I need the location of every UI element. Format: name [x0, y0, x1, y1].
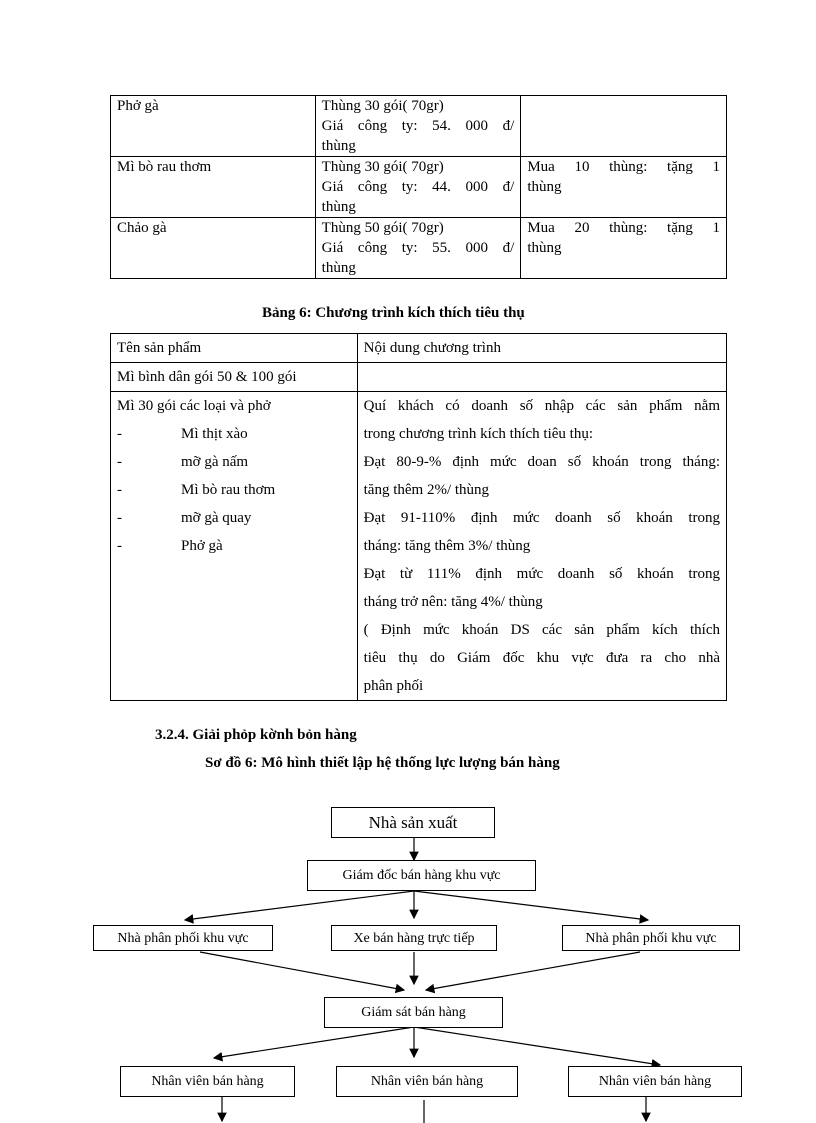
- content-line: tiêu thụ do Giám đốc khu vực đưa ra cho nhà: [363, 650, 720, 666]
- content-line: Đạt 91-110% định mức doanh số khoán trong: [363, 510, 720, 526]
- pack-line: Giá công ty: 55. 000 đ/: [321, 240, 515, 256]
- arrow-left-supervisor: [200, 952, 404, 990]
- row1-product: Mì bình dân gói 50 & 100 gói: [111, 363, 358, 392]
- promo-line: Mua 20 thùng: tặng 1: [527, 220, 720, 236]
- bullet-dash: -: [117, 510, 122, 526]
- product-cell: Mì bò rau thơm: [111, 157, 316, 218]
- arrow-right-supervisor: [426, 952, 640, 990]
- content-line: trong chương trình kích thích tiêu thụ:: [363, 426, 593, 442]
- content-line: Đạt từ 111% định mức doanh số khoán trong: [363, 566, 720, 582]
- box-distributor-left: Nhà phân phối khu vực: [93, 925, 273, 951]
- pack-line: Thùng 30 gói( 70gr): [321, 159, 444, 175]
- product-cell: Chảo gà: [111, 218, 316, 279]
- content-line: Quí khách có doanh số nhập các sản phẩm nằm: [363, 398, 720, 414]
- pack-line: Thùng 30 gói( 70gr): [321, 98, 444, 114]
- bullet-dash: -: [117, 482, 122, 498]
- pack-line: Giá công ty: 54. 000 đ/: [321, 118, 515, 134]
- content-line: tháng: tăng thêm 3%/ thùng: [363, 538, 531, 554]
- box-supervisor: Giám sát bán hàng: [324, 997, 503, 1028]
- box-producer: Nhà sản xuất: [331, 807, 495, 838]
- arrow-supervisor-right: [414, 1027, 660, 1065]
- content-line: ( Định mức khoán DS các sản phẩm kích thích: [363, 622, 720, 638]
- bullet-dash: -: [117, 426, 122, 442]
- list-item-label: Phở gà: [181, 538, 223, 554]
- arrow-director-left: [185, 891, 414, 920]
- product-cell: Phở gà: [111, 96, 316, 157]
- row2-title: Mì 30 gói các loại và phở: [117, 398, 271, 414]
- promo-line: Mua 10 thùng: tặng 1: [527, 159, 720, 175]
- list-item-label: mỡ gà nấm: [181, 454, 249, 470]
- box-staff-left: Nhân viên bán hàng: [120, 1066, 295, 1097]
- promo-line: thùng: [527, 240, 562, 256]
- table6-caption: Bảng 6: Chương trình kích thích tiêu thụ: [262, 305, 525, 321]
- pack-line: Thùng 50 gói( 70gr): [321, 220, 444, 236]
- box-staff-mid: Nhân viên bán hàng: [336, 1066, 518, 1097]
- box-distributor-right: Nhà phân phối khu vực: [562, 925, 740, 951]
- pack-line: Giá công ty: 44. 000 đ/: [321, 179, 515, 195]
- content-line: Đạt 80-9-% định mức doan số khoán trong tháng:: [363, 454, 720, 470]
- pack-line: thùng: [321, 138, 356, 154]
- promo-line: thùng: [527, 179, 562, 195]
- pack-line: thùng: [321, 260, 356, 276]
- bullet-dash: -: [117, 538, 122, 554]
- list-item-label: Mì thịt xào: [181, 426, 248, 442]
- header-product: Tên sản phẩm: [111, 334, 358, 363]
- content-line: tăng thêm 2%/ thùng: [363, 482, 490, 498]
- header-content: Nội dung chương trình: [357, 334, 726, 363]
- list-item-label: mỡ gà quay: [181, 510, 252, 526]
- content-line: tháng trở nên: tăng 4%/ thùng: [363, 594, 543, 610]
- pack-line: thùng: [321, 199, 356, 215]
- box-regional-director: Giám đốc bán hàng khu vực: [307, 860, 536, 891]
- bullet-dash: -: [117, 454, 122, 470]
- box-staff-right: Nhân viên bán hàng: [568, 1066, 742, 1097]
- list-item-label: Mì bò rau thơm: [181, 482, 276, 498]
- box-direct-van: Xe bán hàng trực tiếp: [331, 925, 497, 951]
- arrow-director-right: [414, 891, 648, 920]
- diagram-caption: Sơ đồ 6: Mô hình thiết lập hệ thống lực lượng bán hàng: [205, 755, 560, 771]
- arrow-supervisor-left: [214, 1027, 414, 1058]
- section-heading: 3.2.4. Giải phỏp kờnh bỏn hàng: [155, 727, 357, 743]
- content-line: phân phối: [363, 678, 424, 694]
